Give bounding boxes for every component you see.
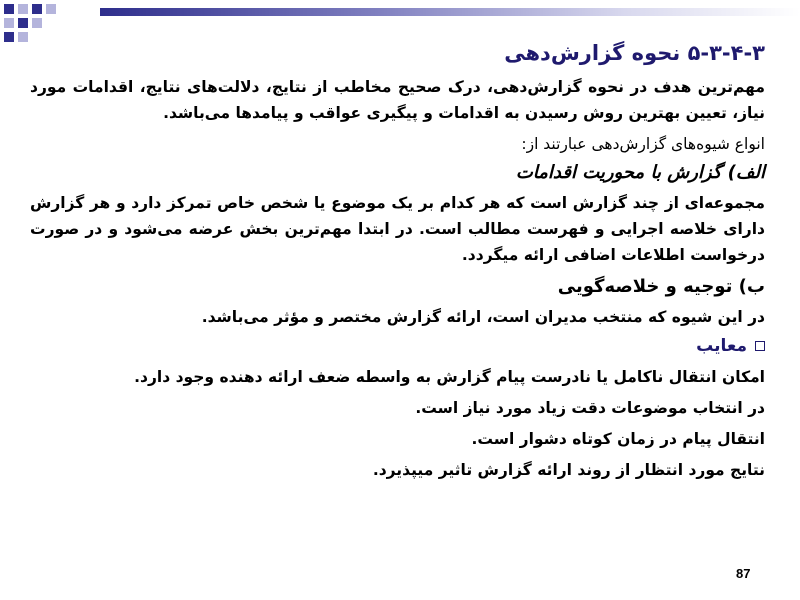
disadvantages-heading xyxy=(30,336,765,356)
section-a-title: الف) گزارش با محوریت اقدامات xyxy=(515,162,765,183)
deco-square xyxy=(4,32,14,42)
list-item: انتقال پیام در زمان کوتاه دشوار است. xyxy=(471,430,765,448)
section-b-title: ب) توجیه و خلاصه‌گویی xyxy=(557,276,765,297)
slide-content xyxy=(30,38,765,486)
deco-square xyxy=(4,18,14,28)
deco-square xyxy=(46,4,56,14)
slide-title: ۵-۳-۴-۳ نحوه گزارش‌دهی xyxy=(504,41,765,65)
list-item: نتایج مورد انتظار از روند ارائه گزارش تاثیر میپذیرد. xyxy=(372,461,765,479)
deco-square xyxy=(32,4,42,14)
deco-square xyxy=(18,4,28,14)
page-number: 87 xyxy=(736,566,751,581)
types-intro: انواع شیوه‌های گزارش‌دهی عبارتند از: xyxy=(521,135,765,153)
header-gradient-bar xyxy=(100,8,800,16)
square-bullet-icon xyxy=(755,341,765,351)
deco-square xyxy=(18,18,28,28)
list-item: در انتخاب موضوعات دقت زیاد مورد نیاز است. xyxy=(415,399,765,417)
disadvantages-label: معایب xyxy=(696,336,747,356)
disadvantages-list xyxy=(30,362,765,486)
deco-square xyxy=(4,4,14,14)
intro-paragraph: مهم‌ترین هدف در نحوه گزارش‌دهی، درک صحیح مخاطب از نتایج، دلالت‌های نتایج، اقدامات مورد نیاز، تعیین بهترین روش رسیدن به اقدامات و پیگیری عواقب و پیامدها می‌باشد. xyxy=(30,78,765,122)
deco-square xyxy=(32,18,42,28)
section-b-text: در این شیوه که منتخب مدیران است، ارائه گزارش مختصر و مؤثر می‌باشد. xyxy=(201,308,765,326)
list-item: امکان انتقال ناکامل یا نادرست پیام گزارش به واسطه ضعف ارائه دهنده وجود دارد. xyxy=(134,368,765,386)
deco-square xyxy=(18,32,28,42)
section-a-text: مجموعه‌ای از چند گزارش است که هر کدام بر یک موضوع یا شخص خاص تمرکز دارد و هر گزارش دارای خلاصه اجرایی و فهرست مطالب است. در ابتدا مهم‌ترین بخش عرضه می‌شود و در صورت درخواست اطلاعات اضافی ارائه میگردد. xyxy=(30,194,765,264)
